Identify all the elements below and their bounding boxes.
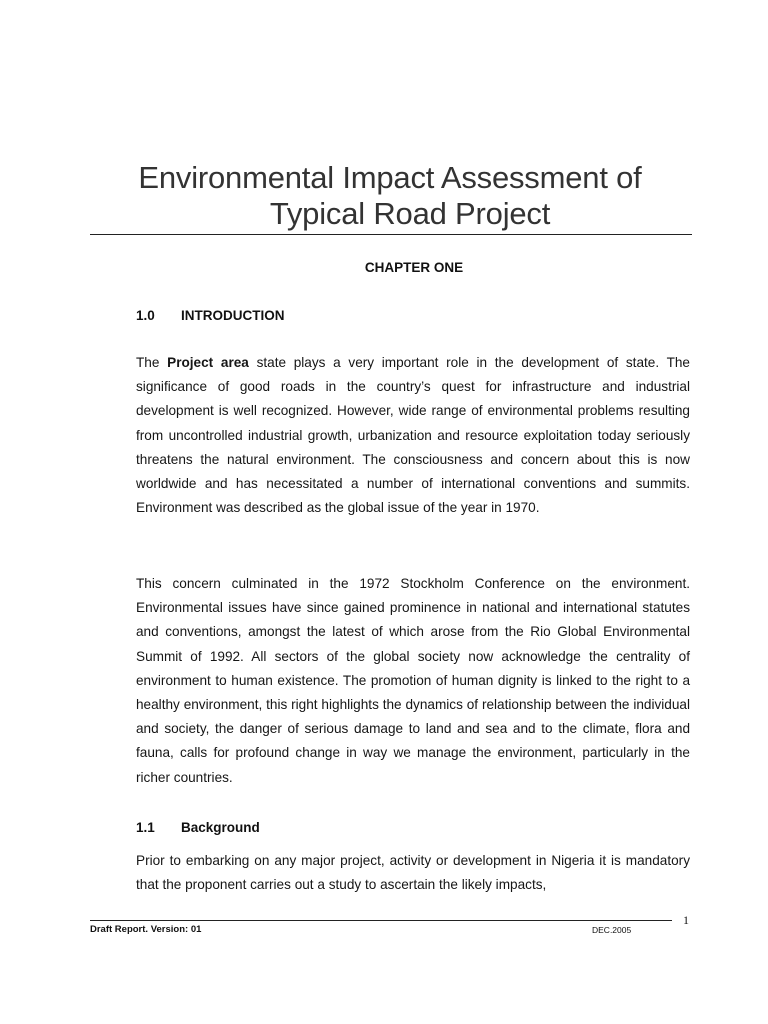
introduction-paragraph-2: This concern culminated in the 1972 Stockholm Conference on the environment. Environmental issues have since gained prominence in national and international statutes and conventions, amongst the latest of which arose from the Rio Global Environmental Summit of 1992. All sectors of the global society now acknowledge the centrality of environment to human existence. The promotion of human dignity is linked to the right to a healthy environment, this right highlights the dynamics of relationship between the individual and society, the danger of serious damage to land and sea and to the climate, flora and fauna, calls for profound change in way we manage the environment, particularly in the richer countries. <box>136 576 690 785</box>
section-heading-introduction <box>136 308 285 323</box>
section-title: INTRODUCTION <box>181 308 285 323</box>
section-heading-background <box>136 820 260 835</box>
paragraph-body: state plays a very important role in the development of state. The significance of good roads in the country’s quest for infrastructure and industrial development is well recognized. However, wide range of environmental problems resulting from uncontrolled industrial growth, urbanization and resource exploitation today seriously threatens the natural environment. The consciousness and concern about this is now worldwide and has necessitated a number of international conventions and summits. Environment was described as the global issue of the year in 1970. <box>136 355 690 516</box>
title-line-2: Typical Road Project <box>269 196 551 231</box>
introduction-paragraph-1 <box>136 351 690 520</box>
background-paragraph-1: Prior to embarking on any major project, activity or development in Nigeria it is mandatory that the proponent carries out a study to ascertain the likely impacts, <box>136 853 690 893</box>
section-title: Background <box>181 820 260 835</box>
section-number: 1.0 <box>136 308 155 323</box>
project-area-term: Project area <box>167 355 249 370</box>
page-number: 1 <box>683 913 689 927</box>
section-number: 1.1 <box>136 820 155 835</box>
document-title <box>90 160 690 232</box>
paragraph-lead: The <box>136 355 168 370</box>
title-divider <box>90 234 692 235</box>
chapter-heading: CHAPTER ONE <box>364 260 464 275</box>
title-line-1: Environmental Impact Assessment of <box>138 160 642 195</box>
footer-version-label: Draft Report. Version: 01 <box>90 924 202 935</box>
footer-date: DEC.2005 <box>592 925 632 935</box>
footer-divider <box>90 920 672 921</box>
